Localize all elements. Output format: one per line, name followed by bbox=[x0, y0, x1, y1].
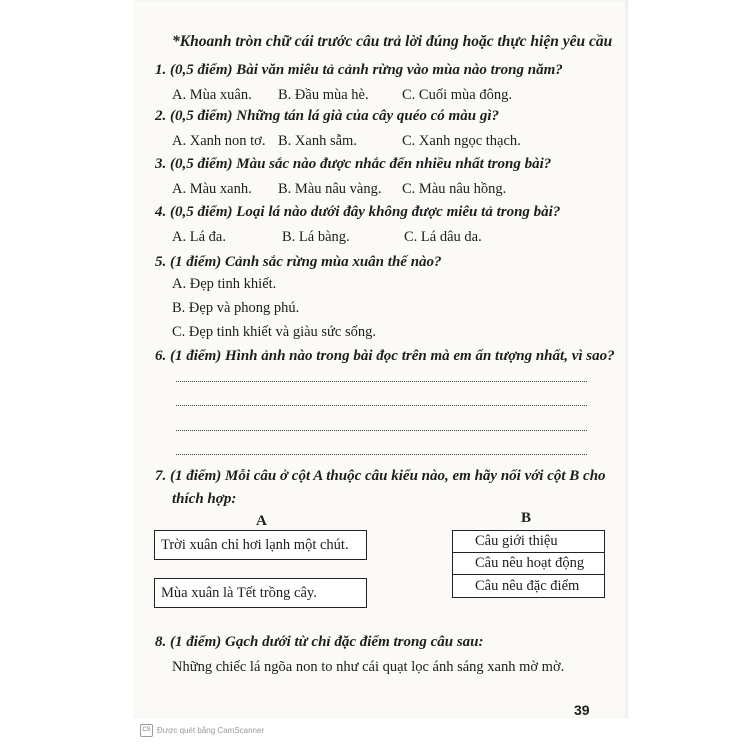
column-b-item-3-text: Câu nêu đặc điểm bbox=[475, 577, 580, 594]
q4-option-c[interactable]: C. Lá dâu da. bbox=[404, 229, 482, 245]
question-2: 2. (0,5 điểm) Những tán lá già của cây quéo có màu gì? bbox=[155, 108, 499, 124]
q2-option-a[interactable]: A. Xanh non tơ. bbox=[172, 133, 266, 149]
question-7-line-2: thích hợp: bbox=[172, 491, 237, 507]
q2-option-c[interactable]: C. Xanh ngọc thạch. bbox=[402, 133, 521, 149]
camscanner-logo-icon: CS bbox=[140, 724, 153, 737]
q4-option-a[interactable]: A. Lá đa. bbox=[172, 229, 226, 245]
q3-option-b[interactable]: B. Màu nâu vàng. bbox=[278, 181, 382, 197]
q1-option-a[interactable]: A. Mùa xuân. bbox=[172, 87, 252, 103]
column-a-item-2-text: Mùa xuân là Tết trồng cây. bbox=[161, 584, 317, 601]
column-b-item-3[interactable] bbox=[453, 575, 604, 597]
q5-option-a[interactable]: A. Đẹp tinh khiết. bbox=[172, 276, 277, 292]
question-6: 6. (1 điểm) Hình ảnh nào trong bài đọc trên mà em ấn tượng nhất, vì sao? bbox=[155, 348, 615, 364]
q1-option-b[interactable]: B. Đầu mùa hè. bbox=[278, 87, 369, 103]
column-a-item-2[interactable] bbox=[154, 578, 367, 608]
column-a-item-1[interactable] bbox=[154, 530, 367, 560]
q1-option-c[interactable]: C. Cuối mùa đông. bbox=[402, 87, 512, 103]
q5-option-b[interactable]: B. Đẹp và phong phú. bbox=[172, 300, 300, 316]
question-1: 1. (0,5 điểm) Bài văn miêu tả cảnh rừng vào mùa nào trong năm? bbox=[155, 62, 563, 78]
column-a-item-1-text: Trời xuân chỉ hơi lạnh một chút. bbox=[161, 536, 349, 553]
column-a-header: A bbox=[256, 513, 267, 529]
column-b-item-2-text: Câu nêu hoạt động bbox=[475, 555, 585, 571]
column-b-item-1[interactable] bbox=[453, 531, 604, 553]
column-b-header: B bbox=[521, 510, 532, 526]
q5-option-c[interactable]: C. Đẹp tinh khiết và giàu sức sống. bbox=[172, 324, 376, 340]
answer-line-2[interactable] bbox=[176, 405, 587, 406]
q2-option-b[interactable]: B. Xanh sẫm. bbox=[278, 133, 357, 149]
answer-line-3[interactable] bbox=[176, 430, 587, 431]
answer-line-1[interactable] bbox=[176, 381, 587, 382]
column-b-item-2[interactable] bbox=[453, 553, 604, 575]
question-4: 4. (0,5 điểm) Loại lá nào dưới đây không được miêu tả trong bài? bbox=[155, 204, 561, 220]
scanner-text: Được quét bằng CamScanner bbox=[157, 726, 265, 735]
q4-option-b[interactable]: B. Lá bàng. bbox=[282, 229, 350, 245]
column-b-table bbox=[452, 530, 605, 598]
question-3: 3. (0,5 điểm) Màu sắc nào được nhắc đến nhiều nhất trong bài? bbox=[155, 156, 552, 172]
question-8: 8. (1 điểm) Gạch dưới từ chỉ đặc điểm trong câu sau: bbox=[155, 634, 484, 650]
q8-sentence[interactable]: Những chiếc lá ngõa non to như cái quạt lọc ánh sáng xanh mờ mờ. bbox=[172, 659, 565, 675]
q3-option-a[interactable]: A. Màu xanh. bbox=[172, 181, 252, 197]
instruction-text: *Khoanh tròn chữ cái trước câu trả lời đúng hoặc thực hiện yêu cầu bbox=[172, 33, 613, 50]
scanner-watermark bbox=[140, 724, 264, 737]
question-5: 5. (1 điểm) Cảnh sắc rừng mùa xuân thế nào? bbox=[155, 254, 442, 270]
question-7-line-1: 7. (1 điểm) Mỗi câu ở cột A thuộc câu kiểu nào, em hãy nối với cột B cho bbox=[155, 468, 606, 484]
q3-option-c[interactable]: C. Màu nâu hồng. bbox=[402, 181, 507, 197]
answer-line-4[interactable] bbox=[176, 454, 587, 455]
page-number: 39 bbox=[574, 702, 590, 718]
column-b-item-1-text: Câu giới thiệu bbox=[475, 533, 558, 549]
